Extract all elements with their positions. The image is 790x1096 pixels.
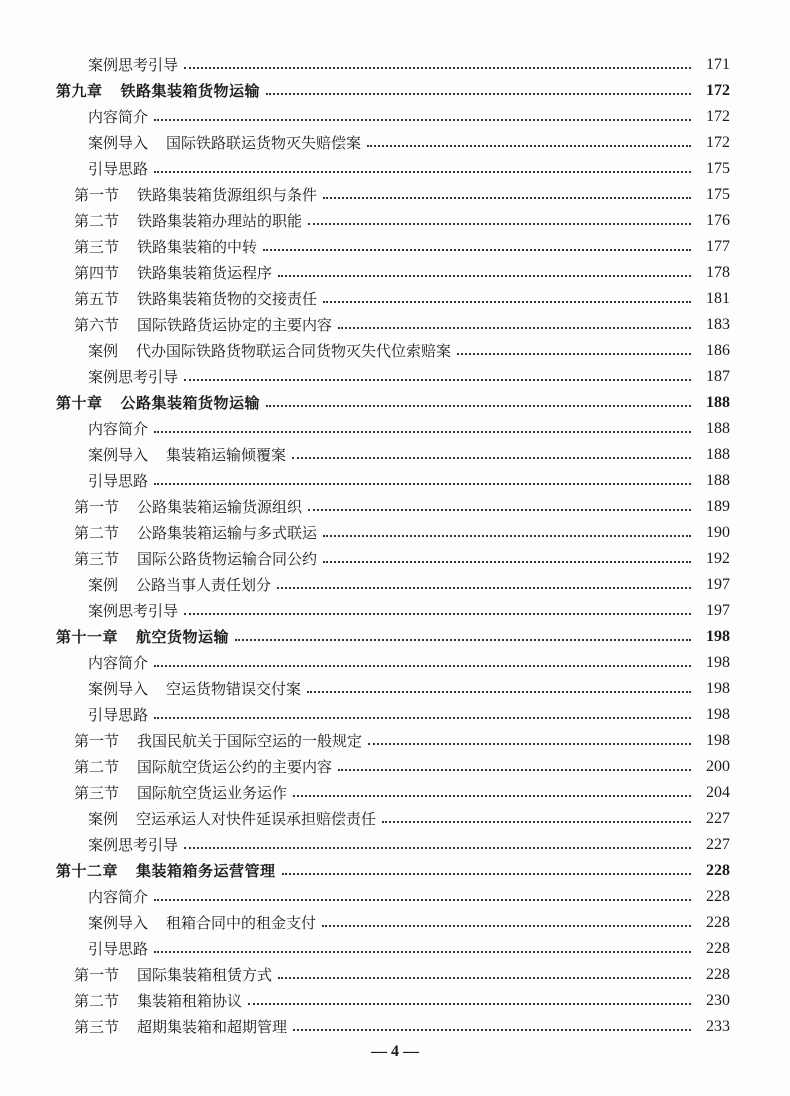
toc-section-row bbox=[0, 728, 790, 754]
toc-entry-title bbox=[56, 858, 276, 884]
dot-leader bbox=[293, 795, 691, 797]
toc-entry-page: 172 bbox=[706, 108, 730, 125]
toc-entry-label: 第二节 bbox=[74, 524, 120, 542]
toc-entry-page: 227 bbox=[706, 810, 730, 827]
toc-entry-label: 案例 bbox=[88, 576, 119, 594]
toc-entry-label: 内容简介 bbox=[88, 420, 149, 438]
toc-entry-page: 181 bbox=[706, 290, 730, 307]
toc-section-row bbox=[0, 754, 790, 780]
dot-leader bbox=[154, 431, 691, 433]
toc-entry-text: 我国民航关于国际空运的一般规定 bbox=[137, 732, 363, 750]
toc-entry-title bbox=[88, 572, 271, 598]
toc-entry-text: 公路集装箱运输货源组织 bbox=[137, 498, 303, 516]
dot-leader bbox=[338, 769, 691, 771]
dot-leader bbox=[382, 821, 691, 823]
toc-section-row bbox=[0, 260, 790, 286]
dot-leader bbox=[308, 223, 691, 225]
toc-entry-title bbox=[74, 780, 287, 806]
toc-entry-text: 铁路集装箱货运程序 bbox=[137, 264, 273, 282]
toc-entry-title bbox=[56, 624, 229, 650]
toc-section-row bbox=[0, 286, 790, 312]
toc-entry-label: 第一节 bbox=[74, 186, 120, 204]
toc-item-row bbox=[0, 416, 790, 442]
toc-item-row bbox=[0, 468, 790, 494]
dot-leader bbox=[266, 405, 691, 407]
toc-entry-label: 案例导入 bbox=[88, 446, 149, 464]
dot-leader bbox=[154, 899, 691, 901]
toc-entry-text: 国际铁路联运货物灭失赔偿案 bbox=[166, 134, 362, 152]
table-of-contents bbox=[0, 52, 790, 1040]
toc-item-row bbox=[0, 52, 790, 78]
toc-entry-label: 案例导入 bbox=[88, 680, 149, 698]
toc-entry-page: 172 bbox=[706, 134, 730, 151]
toc-entry-label: 第三节 bbox=[74, 550, 120, 568]
toc-entry-label: 案例导入 bbox=[88, 134, 149, 152]
toc-entry-page: 230 bbox=[706, 992, 730, 1009]
toc-entry-title bbox=[88, 702, 148, 728]
toc-section-row bbox=[0, 182, 790, 208]
toc-entry-label: 案例思考引导 bbox=[88, 836, 179, 854]
toc-entry-page: 228 bbox=[706, 888, 730, 905]
toc-entry-page: 175 bbox=[706, 160, 730, 177]
toc-entry-text: 铁路集装箱货物运输 bbox=[120, 82, 261, 100]
toc-chapter-row bbox=[0, 78, 790, 104]
dot-leader bbox=[323, 301, 691, 303]
toc-entry-page: 233 bbox=[706, 1018, 730, 1035]
dot-leader bbox=[323, 197, 691, 199]
toc-entry-label: 第三节 bbox=[74, 238, 120, 256]
toc-entry-label: 第二节 bbox=[74, 212, 120, 230]
toc-entry-page: 188 bbox=[706, 446, 730, 463]
toc-entry-text: 空运货物错误交付案 bbox=[166, 680, 302, 698]
dot-leader bbox=[277, 587, 691, 589]
toc-entry-label: 第一节 bbox=[74, 498, 120, 516]
toc-entry-title bbox=[74, 286, 317, 312]
toc-entry-title bbox=[88, 130, 361, 156]
toc-item-row bbox=[0, 910, 790, 936]
toc-entry-page: 188 bbox=[706, 394, 730, 411]
toc-entry-title bbox=[74, 234, 257, 260]
toc-entry-text: 公路集装箱运输与多式联运 bbox=[137, 524, 318, 542]
toc-item-row bbox=[0, 442, 790, 468]
toc-entry-page: 192 bbox=[706, 550, 730, 567]
toc-entry-text: 集装箱运输倾覆案 bbox=[166, 446, 287, 464]
toc-entry-page: 228 bbox=[706, 862, 730, 879]
toc-entry-label: 案例 bbox=[88, 342, 119, 360]
toc-entry-text: 公路集装箱货物运输 bbox=[120, 394, 261, 412]
toc-entry-page: 228 bbox=[706, 966, 730, 983]
page-number: — 4 — bbox=[371, 1043, 419, 1060]
toc-entry-label: 第三节 bbox=[74, 1018, 120, 1036]
toc-section-row bbox=[0, 312, 790, 338]
toc-item-row bbox=[0, 156, 790, 182]
toc-item-row bbox=[0, 832, 790, 858]
toc-item-row bbox=[0, 572, 790, 598]
toc-section-row bbox=[0, 494, 790, 520]
toc-entry-title bbox=[74, 312, 332, 338]
dot-leader bbox=[184, 67, 691, 69]
toc-section-row bbox=[0, 546, 790, 572]
toc-entry-page: 178 bbox=[706, 264, 730, 281]
toc-entry-label: 第五节 bbox=[74, 290, 120, 308]
dot-leader bbox=[278, 977, 691, 979]
toc-entry-title bbox=[88, 832, 178, 858]
toc-chapter-row bbox=[0, 624, 790, 650]
toc-entry-page: 188 bbox=[706, 420, 730, 437]
toc-entry-text: 铁路集装箱办理站的职能 bbox=[137, 212, 303, 230]
toc-entry-page: 198 bbox=[706, 680, 730, 697]
toc-entry-label: 内容简介 bbox=[88, 654, 149, 672]
dot-leader bbox=[308, 509, 691, 511]
dot-leader bbox=[266, 93, 691, 95]
dot-leader bbox=[154, 665, 691, 667]
toc-entry-label: 第一节 bbox=[74, 966, 120, 984]
toc-entry-label: 引导思路 bbox=[88, 706, 149, 724]
toc-entry-page: 177 bbox=[706, 238, 730, 255]
toc-entry-title bbox=[74, 208, 302, 234]
toc-item-row bbox=[0, 598, 790, 624]
toc-entry-title bbox=[74, 494, 302, 520]
toc-entry-title bbox=[74, 1014, 287, 1040]
toc-entry-label: 第十章 bbox=[56, 394, 103, 412]
toc-entry-title bbox=[74, 754, 332, 780]
toc-entry-label: 第二节 bbox=[74, 758, 120, 776]
toc-entry-label: 案例 bbox=[88, 810, 119, 828]
toc-entry-label: 案例思考引导 bbox=[88, 368, 179, 386]
toc-chapter-row bbox=[0, 390, 790, 416]
toc-entry-label: 内容简介 bbox=[88, 888, 149, 906]
toc-chapter-row bbox=[0, 858, 790, 884]
toc-entry-title bbox=[88, 936, 148, 962]
toc-item-row bbox=[0, 676, 790, 702]
toc-entry-label: 第二节 bbox=[74, 992, 120, 1010]
toc-entry-label: 内容简介 bbox=[88, 108, 149, 126]
dot-leader bbox=[235, 639, 691, 641]
toc-section-row bbox=[0, 208, 790, 234]
toc-entry-label: 第十二章 bbox=[56, 862, 119, 880]
toc-entry-text: 国际集装箱租赁方式 bbox=[137, 966, 273, 984]
toc-section-row bbox=[0, 234, 790, 260]
toc-entry-label: 案例导入 bbox=[88, 914, 149, 932]
toc-item-row bbox=[0, 104, 790, 130]
toc-entry-label: 第六节 bbox=[74, 316, 120, 334]
dot-leader bbox=[154, 951, 691, 953]
dot-leader bbox=[367, 145, 691, 147]
toc-item-row bbox=[0, 130, 790, 156]
toc-entry-text: 集装箱租箱协议 bbox=[137, 992, 243, 1010]
dot-leader bbox=[263, 249, 691, 251]
toc-entry-title bbox=[88, 676, 301, 702]
toc-entry-title bbox=[74, 988, 242, 1014]
toc-item-row bbox=[0, 936, 790, 962]
toc-entry-text: 国际公路货物运输合同公约 bbox=[137, 550, 318, 568]
toc-entry-title bbox=[88, 104, 148, 130]
toc-entry-page: 228 bbox=[706, 940, 730, 957]
toc-entry-title bbox=[88, 52, 178, 78]
toc-entry-text: 超期集装箱和超期管理 bbox=[137, 1018, 288, 1036]
toc-section-row bbox=[0, 780, 790, 806]
toc-entry-text: 国际航空货运公约的主要内容 bbox=[137, 758, 333, 776]
toc-entry-label: 引导思路 bbox=[88, 160, 149, 178]
toc-entry-title bbox=[88, 442, 286, 468]
toc-entry-label: 第四节 bbox=[74, 264, 120, 282]
toc-entry-title bbox=[74, 546, 317, 572]
toc-entry-text: 国际航空货运业务运作 bbox=[137, 784, 288, 802]
toc-entry-page: 197 bbox=[706, 576, 730, 593]
toc-entry-title bbox=[74, 260, 272, 286]
toc-entry-page: 183 bbox=[706, 316, 730, 333]
dot-leader bbox=[278, 275, 691, 277]
toc-entry-text: 航空货物运输 bbox=[136, 628, 230, 646]
dot-leader bbox=[368, 743, 691, 745]
dot-leader bbox=[282, 873, 691, 875]
toc-section-row bbox=[0, 988, 790, 1014]
toc-entry-title bbox=[74, 728, 362, 754]
toc-entry-title bbox=[74, 520, 317, 546]
toc-entry-page: 227 bbox=[706, 836, 730, 853]
toc-item-row bbox=[0, 702, 790, 728]
toc-item-row bbox=[0, 650, 790, 676]
toc-entry-page: 200 bbox=[706, 758, 730, 775]
toc-entry-title bbox=[88, 598, 178, 624]
toc-entry-title bbox=[74, 962, 272, 988]
dot-leader bbox=[184, 379, 691, 381]
toc-entry-title bbox=[56, 390, 260, 416]
toc-entry-label: 案例思考引导 bbox=[88, 56, 179, 74]
dot-leader bbox=[457, 353, 691, 355]
toc-entry-page: 186 bbox=[706, 342, 730, 359]
toc-entry-page: 198 bbox=[706, 654, 730, 671]
toc-entry-text: 国际铁路货运协定的主要内容 bbox=[137, 316, 333, 334]
toc-entry-title bbox=[88, 338, 451, 364]
toc-entry-text: 租箱合同中的租金支付 bbox=[166, 914, 317, 932]
toc-item-row bbox=[0, 364, 790, 390]
toc-entry-page: 197 bbox=[706, 602, 730, 619]
toc-entry-title bbox=[74, 182, 317, 208]
toc-item-row bbox=[0, 806, 790, 832]
toc-entry-page: 204 bbox=[706, 784, 730, 801]
toc-entry-title bbox=[88, 416, 148, 442]
toc-entry-title bbox=[88, 806, 376, 832]
dot-leader bbox=[184, 613, 691, 615]
dot-leader bbox=[154, 717, 691, 719]
toc-entry-text: 铁路集装箱货物的交接责任 bbox=[137, 290, 318, 308]
toc-entry-title bbox=[88, 884, 148, 910]
dot-leader bbox=[293, 1029, 691, 1031]
toc-entry-text: 铁路集装箱的中转 bbox=[137, 238, 258, 256]
toc-entry-label: 第九章 bbox=[56, 82, 103, 100]
toc-entry-label: 第一节 bbox=[74, 732, 120, 750]
toc-entry-text: 集装箱箱务运营管理 bbox=[136, 862, 276, 880]
toc-section-row bbox=[0, 520, 790, 546]
toc-entry-text: 公路当事人责任划分 bbox=[136, 576, 272, 594]
toc-entry-text: 代办国际铁路货物联运合同货物灭失代位索赔案 bbox=[136, 342, 452, 360]
toc-entry-title bbox=[88, 156, 148, 182]
dot-leader bbox=[248, 1003, 691, 1005]
toc-entry-page: 171 bbox=[706, 56, 730, 73]
dot-leader bbox=[184, 847, 691, 849]
dot-leader bbox=[323, 535, 691, 537]
toc-entry-page: 175 bbox=[706, 186, 730, 203]
toc-entry-title bbox=[88, 650, 148, 676]
toc-entry-page: 198 bbox=[706, 706, 730, 723]
toc-entry-label: 案例思考引导 bbox=[88, 602, 179, 620]
toc-entry-page: 198 bbox=[706, 628, 730, 645]
toc-section-row bbox=[0, 1014, 790, 1040]
toc-entry-title bbox=[56, 78, 260, 104]
toc-entry-label: 第三节 bbox=[74, 784, 120, 802]
toc-item-row bbox=[0, 338, 790, 364]
toc-entry-text: 铁路集装箱货源组织与条件 bbox=[137, 186, 318, 204]
toc-entry-title bbox=[88, 468, 148, 494]
toc-entry-label: 引导思路 bbox=[88, 940, 149, 958]
toc-entry-page: 198 bbox=[706, 732, 730, 749]
dot-leader bbox=[323, 561, 691, 563]
toc-entry-page: 189 bbox=[706, 498, 730, 515]
toc-entry-page: 188 bbox=[706, 472, 730, 489]
toc-entry-page: 190 bbox=[706, 524, 730, 541]
toc-entry-page: 228 bbox=[706, 914, 730, 931]
toc-item-row bbox=[0, 884, 790, 910]
toc-entry-title bbox=[88, 364, 178, 390]
dot-leader bbox=[154, 171, 691, 173]
toc-entry-page: 172 bbox=[706, 82, 730, 99]
toc-entry-label: 第十一章 bbox=[56, 628, 119, 646]
dot-leader bbox=[338, 327, 691, 329]
toc-entry-page: 187 bbox=[706, 368, 730, 385]
toc-section-row bbox=[0, 962, 790, 988]
dot-leader bbox=[154, 483, 691, 485]
dot-leader bbox=[292, 457, 691, 459]
dot-leader bbox=[322, 925, 691, 927]
dot-leader bbox=[154, 119, 691, 121]
toc-entry-title bbox=[88, 910, 316, 936]
toc-entry-page: 176 bbox=[706, 212, 730, 229]
toc-entry-text: 空运承运人对快件延误承担赔偿责任 bbox=[136, 810, 377, 828]
toc-entry-label: 引导思路 bbox=[88, 472, 149, 490]
dot-leader bbox=[307, 691, 691, 693]
